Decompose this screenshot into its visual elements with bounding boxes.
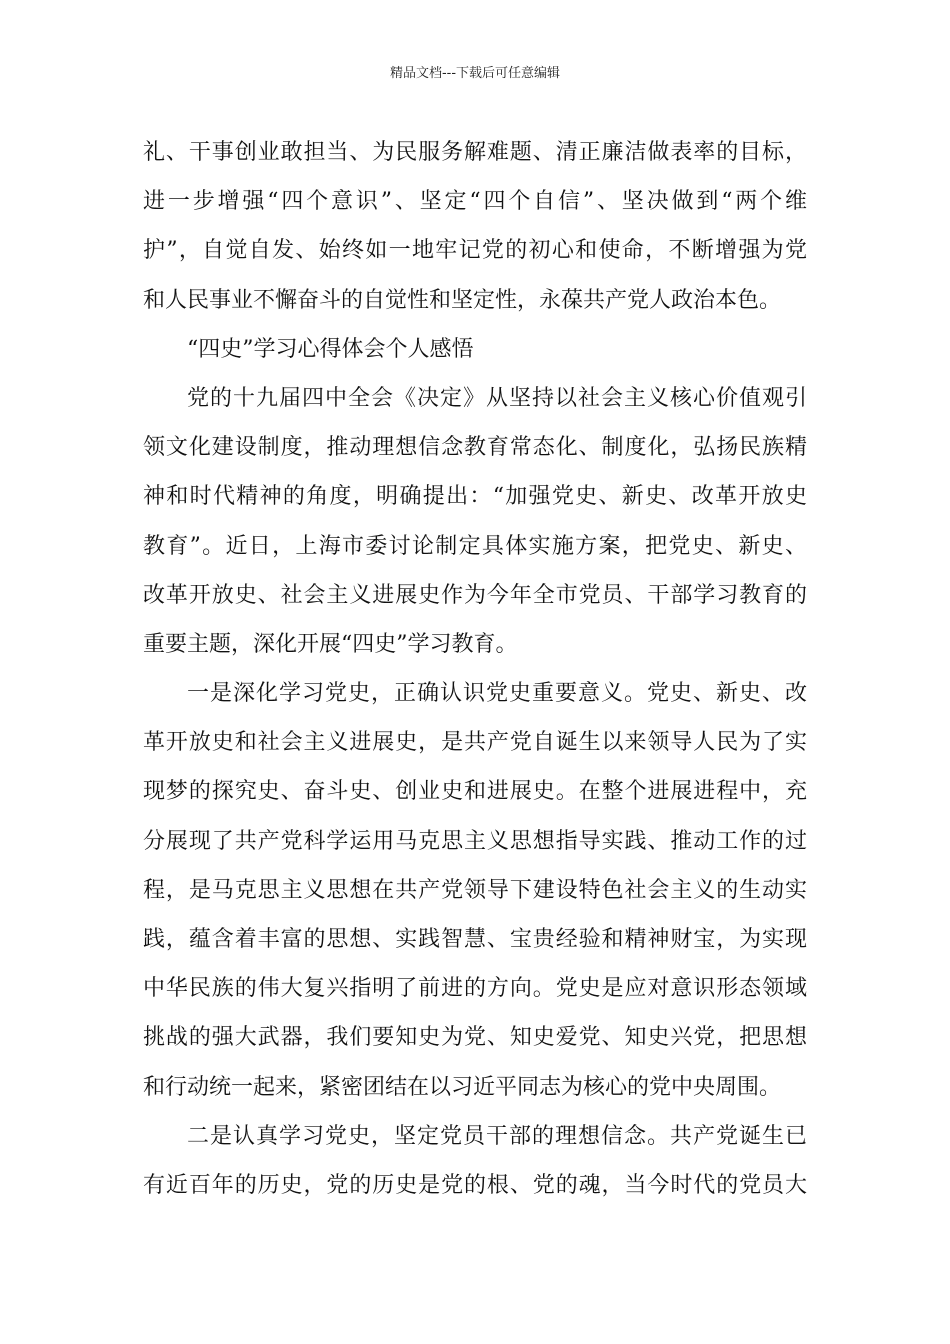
text-line: 挑战的强大武器，我们要知史为党、知史爱党、知史兴党，把思想 [143,1025,807,1051]
text-line: 程，是马克思主义思想在共产党领导下建设特色社会主义的生动实 [143,877,807,903]
text-line: 有近百年的历史，党的历史是党的根、党的魂，当今时代的党员大 [143,1172,807,1198]
text-line: 党的十九届四中全会《决定》从坚持以社会主义核心价值观引 [187,385,807,411]
text-line: 改革开放史、社会主义进展史作为今年全市党员、干部学习教育的 [143,582,807,608]
text-line: 践，蕴含着丰富的思想、实践智慧、宝贵经验和精神财宝，为实现 [143,927,807,952]
text-line: 和人民事业不懈奋斗的自觉性和坚定性，永葆共产党人政治本色。 [143,287,782,313]
text-line: 护”，自觉自发、始终如一地牢记党的初心和使命，不断增强为党 [143,238,807,264]
text-line: 神和时代精神的角度，明确提出：“加强党史、新史、改革开放史 [143,484,807,510]
text-line: 中华民族的伟大复兴指明了前进的方向。党史是应对意识形态领域 [143,976,807,1002]
text-line: 和行动统一起来，紧密团结在以习近平同志为核心的党中央周围。 [143,1074,782,1100]
text-line: 分展现了共产党科学运用马克思主义思想指导实践、推动工作的过 [143,828,807,854]
text-line: 重要主题，深化开展“四史”学习教育。 [143,631,518,657]
document-body [143,128,807,1210]
text-line: 现梦的探究史、奋斗史、创业史和进展史。在整个进展进程中，充 [143,779,807,805]
text-line: 革开放史和社会主义进展史，是共产党自诞生以来领导人民为了实 [143,730,807,756]
text-line: 二是认真学习党史，坚定党员干部的理想信念。共产党诞生已 [187,1123,807,1149]
section-heading: “四史”学习心得体会个人感悟 [187,336,474,362]
text-line: 礼、干事创业敢担当、为民服务解难题、清正廉洁做表率的目标， [143,140,807,165]
text-line: 进一步增强“四个意识”、坚定“四个自信”、坚决做到“两个维 [143,189,807,215]
text-line: 教育”。近日，上海市委讨论制定具体实施方案，把党史、新史、 [143,533,807,559]
text-line: 领文化建设制度，推动理想信念教育常态化、制度化，弘扬民族精 [143,435,807,461]
page-header: 精品文档---下载后可任意编辑 [389,66,561,81]
text-line: 一是深化学习党史，正确认识党史重要意义。党史、新史、改 [187,681,807,707]
